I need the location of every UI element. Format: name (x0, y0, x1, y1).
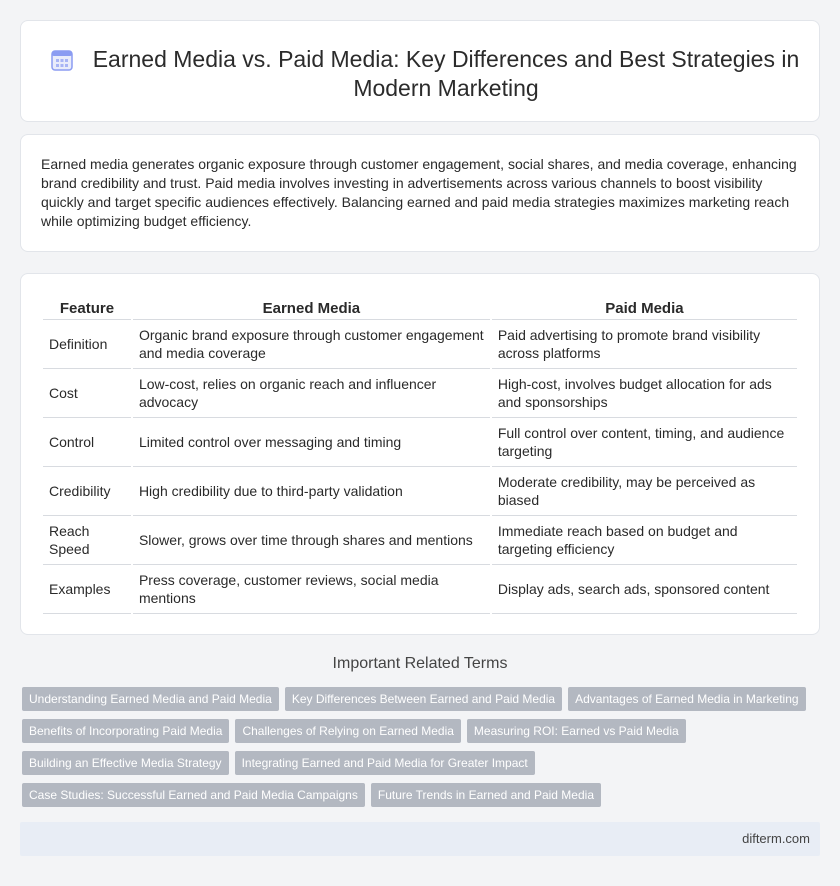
earned-cell: Press coverage, customer reviews, social media mentions (133, 565, 490, 614)
paid-cell: Immediate reach based on budget and targeting efficiency (492, 516, 797, 565)
feature-cell: Cost (43, 369, 131, 418)
table-row (43, 565, 797, 614)
related-term-tag[interactable]: Measuring ROI: Earned vs Paid Media (467, 719, 686, 743)
related-terms-list (22, 687, 822, 815)
table-row (43, 418, 797, 467)
comparison-table (41, 294, 799, 614)
paid-cell: Display ads, search ads, sponsored content (492, 565, 797, 614)
header-paid-media: Paid Media (492, 294, 797, 320)
related-terms-heading: Important Related Terms (332, 655, 508, 672)
earned-cell: High credibility due to third-party validation (133, 467, 490, 516)
paid-cell: Full control over content, timing, and audience targeting (492, 418, 797, 467)
related-term-tag[interactable]: Building an Effective Media Strategy (22, 751, 229, 775)
feature-cell: Control (43, 418, 131, 467)
comparison-table-card (20, 273, 820, 635)
paid-cell: High-cost, involves budget allocation for ads and sponsorships (492, 369, 797, 418)
intro-card (20, 134, 820, 252)
paid-cell: Moderate credibility, may be perceived as biased (492, 467, 797, 516)
related-term-tag[interactable]: Future Trends in Earned and Paid Media (371, 783, 601, 807)
related-term-tag[interactable]: Integrating Earned and Paid Media for Greater Impact (235, 751, 535, 775)
title-card (20, 20, 820, 122)
header-feature: Feature (43, 294, 131, 320)
related-term-tag[interactable]: Advantages of Earned Media in Marketing (568, 687, 805, 711)
table-row (43, 467, 797, 516)
feature-cell: Definition (43, 320, 131, 369)
page-title: Earned Media vs. Paid Media: Key Differences and Best Strategies in Modern Marketing (92, 46, 800, 101)
site-name[interactable]: difterm.com (742, 831, 810, 846)
feature-cell: Credibility (43, 467, 131, 516)
table-header-row (43, 294, 797, 320)
table-row (43, 516, 797, 565)
related-term-tag[interactable]: Understanding Earned Media and Paid Media (22, 687, 279, 711)
footer (20, 822, 820, 856)
related-term-tag[interactable]: Benefits of Incorporating Paid Media (22, 719, 229, 743)
intro-paragraph: Earned media generates organic exposure through customer engagement, social shares, and media coverage, enhancing brand credibility and trust. Paid media involves investing in advertisements across various channels to boost visibility quickly and target specific audiences effectively. Balancing earned and paid media strategies maximizes marketing reach while optimizing budget efficiency. (41, 156, 797, 229)
table-row (43, 320, 797, 369)
earned-cell: Low-cost, relies on organic reach and influencer advocacy (133, 369, 490, 418)
earned-cell: Organic brand exposure through customer engagement and media coverage (133, 320, 490, 369)
feature-cell: Reach Speed (43, 516, 131, 565)
paid-cell: Paid advertising to promote brand visibility across platforms (492, 320, 797, 369)
table-row (43, 369, 797, 418)
feature-cell: Examples (43, 565, 131, 614)
related-term-tag[interactable]: Case Studies: Successful Earned and Paid Media Campaigns (22, 783, 365, 807)
earned-cell: Limited control over messaging and timing (133, 418, 490, 467)
related-term-tag[interactable]: Key Differences Between Earned and Paid Media (285, 687, 562, 711)
earned-cell: Slower, grows over time through shares and mentions (133, 516, 490, 565)
related-term-tag[interactable]: Challenges of Relying on Earned Media (235, 719, 460, 743)
header-earned-media: Earned Media (133, 294, 490, 320)
